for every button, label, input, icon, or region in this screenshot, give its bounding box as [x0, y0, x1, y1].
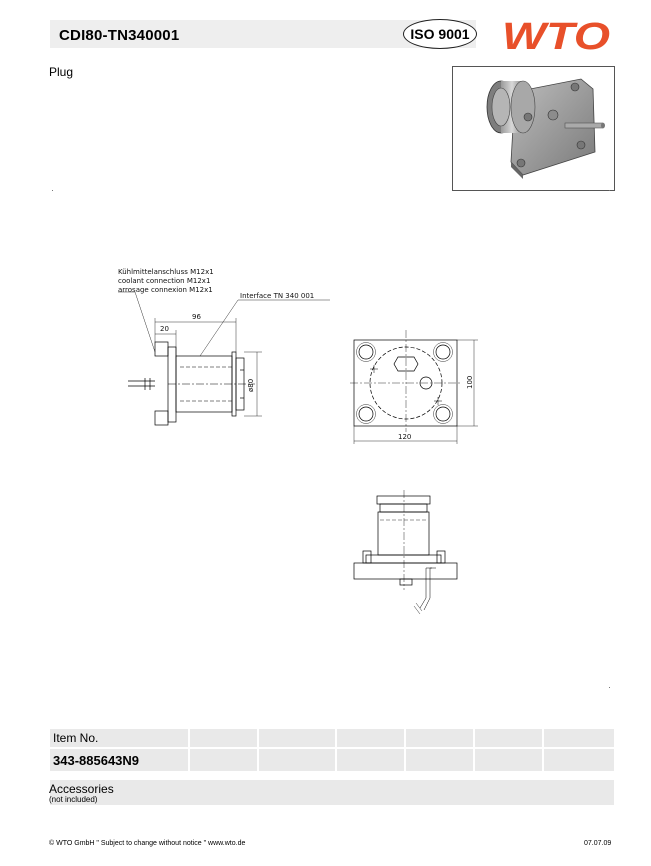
- item-no-value-cell: [50, 749, 188, 771]
- dimension-flange: 20: [160, 325, 169, 333]
- wto-logo: [500, 15, 614, 55]
- table-cell: [337, 729, 404, 747]
- dimension-diameter: ø80: [247, 378, 255, 392]
- item-no-label: Item No.: [53, 731, 99, 745]
- table-cell: [190, 729, 257, 747]
- corner-mark: [609, 687, 610, 688]
- dimension-length: 96: [192, 313, 201, 321]
- table-cell: [406, 749, 473, 771]
- coolant-label-en: coolant connection M12x1: [118, 277, 211, 285]
- table-cell: [190, 749, 257, 771]
- table-cell: [337, 749, 404, 771]
- table-cell: [544, 749, 614, 771]
- accessories-note: (not included): [49, 795, 98, 804]
- footer-date: 07.07.09: [584, 840, 612, 847]
- table-cell: [406, 729, 473, 747]
- technical-drawing: [0, 190, 651, 630]
- dimension-width: 120: [398, 433, 412, 441]
- item-table: [50, 729, 614, 771]
- accessories-box: [50, 780, 614, 805]
- product-photo-frame: [452, 66, 615, 191]
- product-photo: [453, 67, 614, 190]
- item-no-header-cell: [50, 729, 188, 747]
- item-no-value: 343-885643N9: [53, 753, 140, 768]
- interface-label: Interface TN 340 001: [240, 292, 315, 300]
- table-cell: [475, 749, 542, 771]
- footer-copyright: © WTO GmbH " Subject to change without notice " www.wto.de: [49, 840, 246, 847]
- iso-certification-badge: ISO 9001: [403, 19, 477, 49]
- coolant-label-de: Kühlmittelanschluss M12x1: [118, 268, 214, 276]
- document-title: CDI80-TN340001: [59, 27, 180, 44]
- table-cell: [544, 729, 614, 747]
- dimension-height: 100: [466, 375, 474, 389]
- table-cell: [475, 729, 542, 747]
- product-subtitle: Plug: [49, 65, 74, 79]
- accessories-title: Accessories: [49, 782, 114, 796]
- table-cell: [259, 729, 335, 747]
- coolant-label-fr: arrosage connexion M12x1: [118, 286, 213, 294]
- table-cell: [259, 749, 335, 771]
- wto-logo-text: WTO: [502, 16, 610, 55]
